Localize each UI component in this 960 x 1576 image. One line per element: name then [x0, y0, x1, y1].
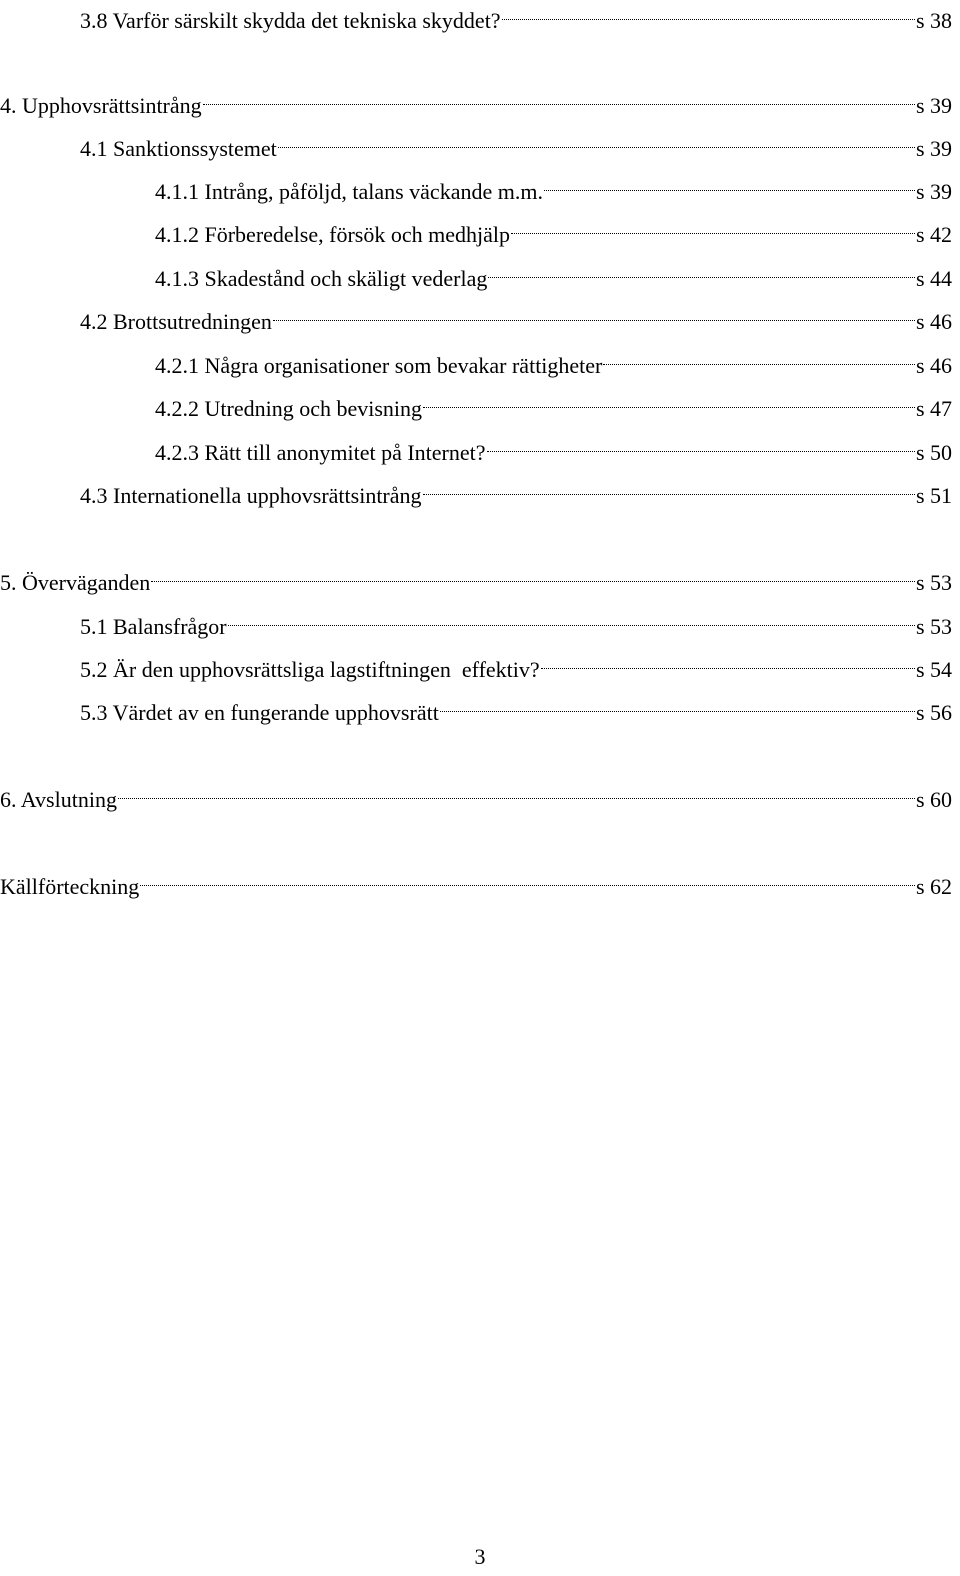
toc-entry-title: 4.1.2 Förberedelse, försök och medhjälp	[155, 222, 510, 247]
toc-entry-title: 6. Avslutning	[0, 787, 117, 812]
toc-leader-dots	[151, 560, 915, 590]
toc-entry-4-1-3	[155, 256, 952, 291]
toc-leader-dots	[487, 430, 915, 460]
toc-entry-title: 5.2 Är den upphovsrättsliga lagstiftningen effektiv?	[80, 657, 540, 682]
toc-entry-4-3	[80, 473, 952, 508]
toc-entry-5-3	[80, 690, 952, 725]
toc-entry-page: s 47	[915, 396, 952, 421]
toc-entry-title: 5. Överväganden	[0, 570, 151, 595]
toc-entry-title: 4.1 Sanktionssystemet	[80, 136, 277, 161]
page-number: 3	[474, 1544, 486, 1569]
toc-entry-title: 3.8 Varför särskilt skydda det tekniska skyddet?	[80, 8, 501, 33]
toc-entry-title: 5.3 Värdet av en fungerande upphovsrätt	[80, 700, 439, 725]
toc-entry-title: 5.1 Balansfrågor	[80, 614, 227, 639]
toc-leader-dots	[541, 647, 915, 677]
toc-leader-dots	[423, 473, 915, 503]
toc-leader-dots	[488, 256, 915, 286]
toc-entry-5-2	[80, 647, 952, 682]
toc-leader-dots	[423, 386, 915, 416]
toc-leader-dots	[440, 690, 915, 720]
toc-entry-page: s 54	[915, 657, 952, 682]
toc-entry-page: s 51	[915, 483, 952, 508]
toc-entry-page: s 42	[915, 222, 952, 247]
toc-entry-3-8	[80, 0, 952, 33]
toc-leader-dots	[118, 777, 915, 807]
toc-entry-5-1	[80, 604, 952, 639]
toc-entry-page: s 38	[915, 8, 952, 33]
toc-entry-4-2-2	[155, 386, 952, 421]
toc-entry-4-1	[80, 126, 952, 161]
toc-entry-page: s 46	[915, 353, 952, 378]
toc-entry-title: 4.1.3 Skadestånd och skäligt vederlag	[155, 266, 488, 291]
toc-entry-page: s 56	[915, 700, 952, 725]
toc-entry-title: 4. Upphovsrättsintrång	[0, 93, 202, 118]
toc-entry-6	[0, 777, 952, 812]
toc-leader-dots	[203, 83, 915, 113]
toc-entry-title: 4.2.3 Rätt till anonymitet på Internet?	[155, 440, 486, 465]
toc-entry-4-1-1	[155, 169, 952, 204]
toc-entry-title: 4.3 Internationella upphovsrättsintrång	[80, 483, 422, 508]
toc-entry-page: s 46	[915, 309, 952, 334]
toc-leader-dots	[511, 212, 915, 242]
toc-leader-dots	[278, 126, 915, 156]
toc-entry-page: s 53	[915, 570, 952, 595]
toc-entry-page: s 60	[915, 787, 952, 812]
toc-entry-4-1-2	[155, 212, 952, 247]
toc-leader-dots	[140, 864, 915, 894]
toc-leader-dots	[544, 169, 915, 199]
toc-entry-4-2-3	[155, 430, 952, 465]
toc-entry-title: 4.2.1 Några organisationer som bevakar rättigheter	[155, 353, 603, 378]
toc-entry-page: s 62	[915, 874, 952, 899]
toc-entry-page: s 39	[915, 93, 952, 118]
toc-entry-title: 4.2 Brottsutredningen	[80, 309, 272, 334]
toc-entry-4-2	[80, 299, 952, 334]
toc-leader-dots	[228, 604, 915, 634]
toc-entry-page: s 44	[915, 266, 952, 291]
toc-entry-title: 4.2.2 Utredning och bevisning	[155, 396, 423, 421]
toc-leader-dots	[603, 343, 915, 373]
toc-entry-page: s 39	[915, 179, 952, 204]
toc-entry-page: s 39	[915, 136, 952, 161]
toc-entry-references	[0, 864, 952, 899]
toc-entry-title: Källförteckning	[0, 874, 140, 899]
toc-entry-5	[0, 560, 952, 595]
toc-entry-4	[0, 83, 952, 118]
toc-entry-page: s 53	[915, 614, 952, 639]
toc-leader-dots	[273, 299, 915, 329]
toc-entry-4-2-1	[155, 343, 952, 378]
toc-entry-page: s 50	[915, 440, 952, 465]
toc-entry-title: 4.1.1 Intrång, påföljd, talans väckande m.m.	[155, 179, 543, 204]
toc-leader-dots	[502, 0, 915, 28]
